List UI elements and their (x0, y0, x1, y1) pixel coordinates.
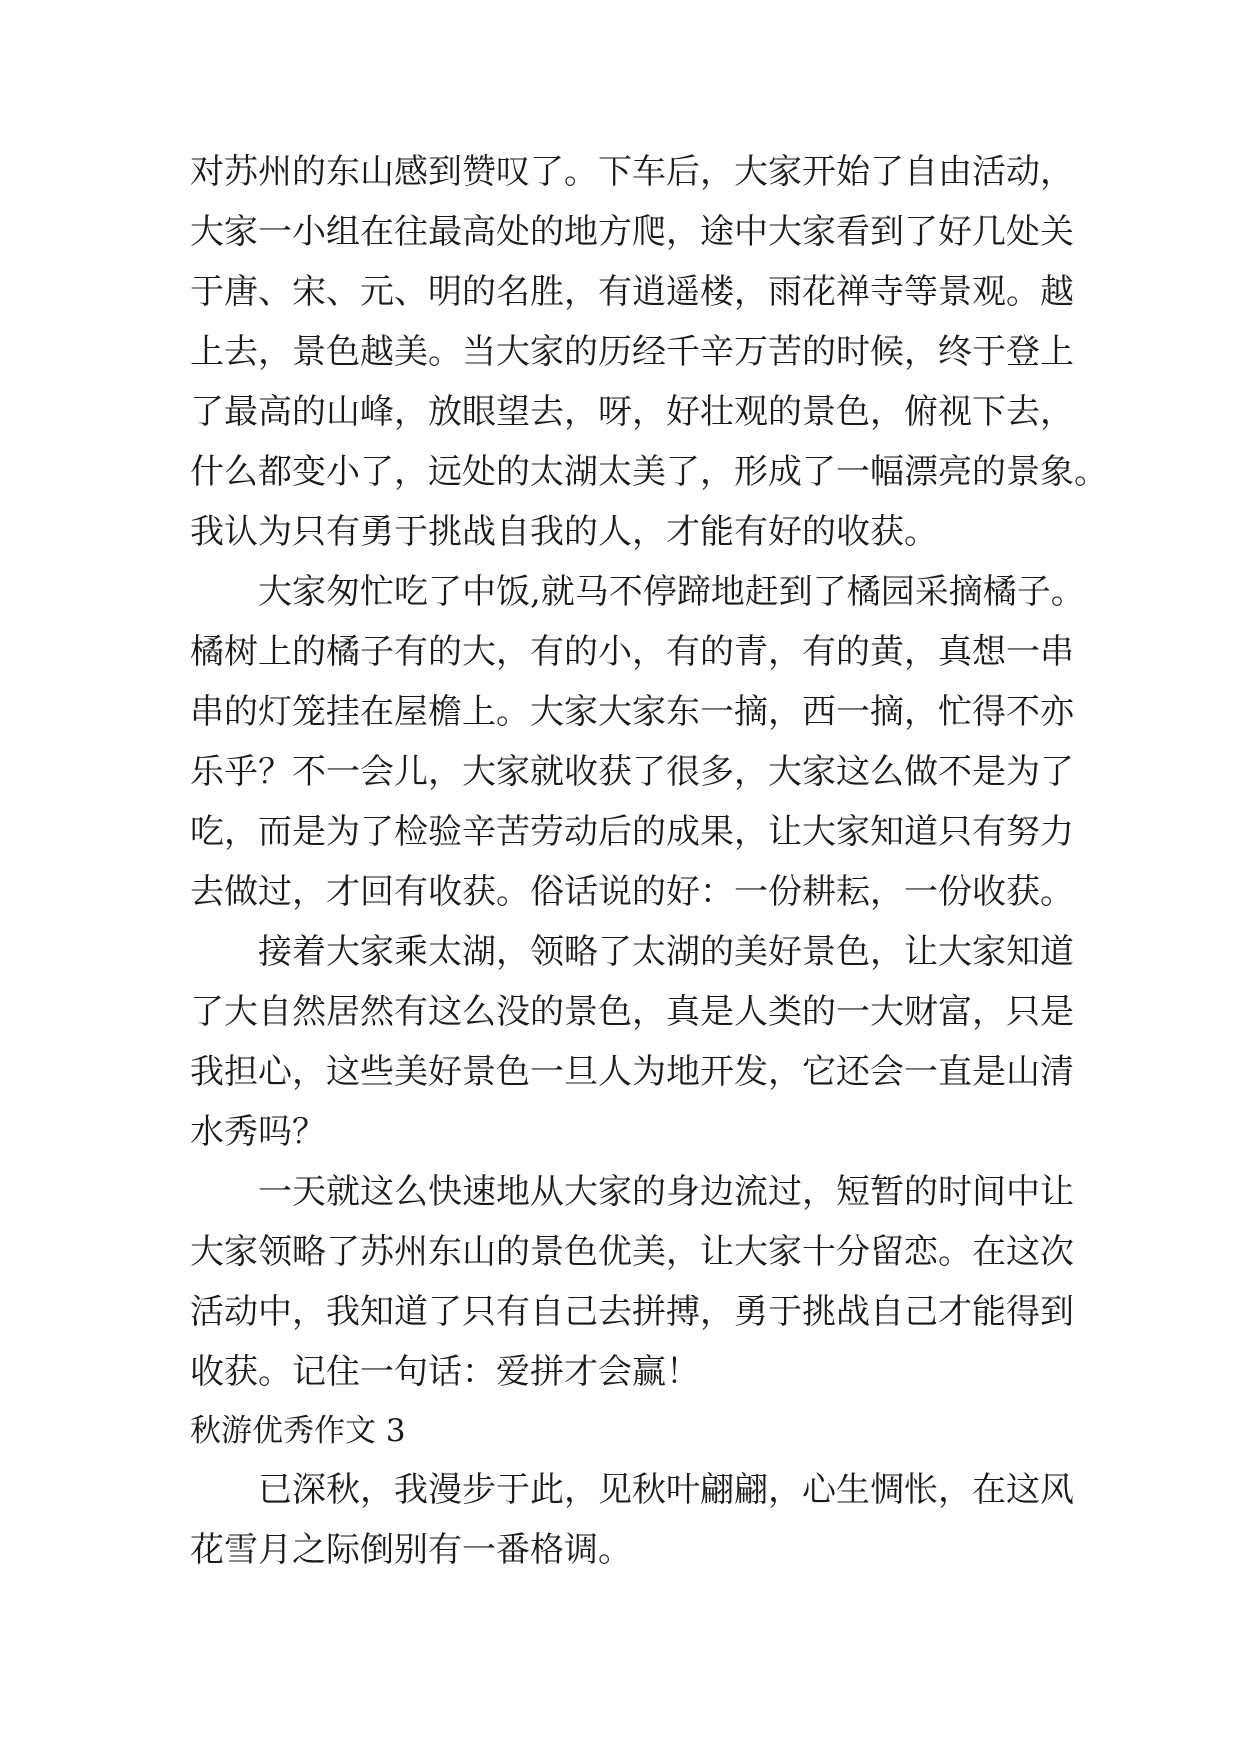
text-line: 什么都变小了，远处的太湖太美了，形成了一幅漂亮的景象。 (190, 452, 1108, 492)
text-line: 对苏州的东山感到赞叹了。下车后，大家开始了自由活动， (190, 152, 1074, 192)
text-line: 去做过，才回有收获。俗话说的好：一份耕耘，一份收获。 (190, 872, 1074, 912)
text-line: 收获。记住一句话：爱拼才会赢！ (190, 1352, 700, 1392)
text-line: 接着大家乘太湖，领略了太湖的美好景色，让大家知道 (258, 932, 1074, 972)
text-line: 花雪月之际倒别有一番格调。 (190, 1530, 632, 1570)
text-line: 我担心，这些美好景色一旦人为地开发，它还会一直是山清 (190, 1052, 1074, 1092)
text-line: 乐乎？不一会儿，大家就收获了很多，大家这么做不是为了 (190, 752, 1074, 792)
text-line: 水秀吗？ (190, 1112, 326, 1152)
text-line: 橘树上的橘子有的大，有的小，有的青，有的黄，真想一串 (190, 632, 1074, 672)
text-line: 了大自然居然有这么没的景色，真是人类的一大财富，只是 (190, 992, 1074, 1032)
text-line: 于唐、宋、元、明的名胜，有逍遥楼，雨花禅寺等景观。越 (190, 272, 1074, 312)
text-line: 已深秋，我漫步于此，见秋叶翩翩，心生惆怅，在这风 (258, 1470, 1074, 1510)
section-heading: 秋游优秀作文 3 (190, 1413, 406, 1449)
text-line: 吃，而是为了检验辛苦劳动后的成果，让大家知道只有努力 (190, 812, 1074, 852)
text-line: 大家领略了苏州东山的景色优美，让大家十分留恋。在这次 (190, 1232, 1074, 1272)
text-line: 了最高的山峰，放眼望去，呀，好壮观的景色，俯视下去， (190, 392, 1074, 432)
text-line: 上去，景色越美。当大家的历经千辛万苦的时候，终于登上 (190, 332, 1074, 372)
text-line: 一天就这么快速地从大家的身边流过，短暂的时间中让 (258, 1172, 1074, 1212)
text-line: 活动中，我知道了只有自己去拼搏，勇于挑战自己才能得到 (190, 1292, 1074, 1332)
text-line: 大家一小组在往最高处的地方爬，途中大家看到了好几处关 (190, 212, 1074, 252)
text-line: 串的灯笼挂在屋檐上。大家大家东一摘，西一摘，忙得不亦 (190, 692, 1074, 732)
text-line: 大家匆忙吃了中饭,就马不停蹄地赶到了橘园采摘橘子。 (258, 572, 1085, 612)
text-line: 我认为只有勇于挑战自我的人，才能有好的收获。 (190, 512, 938, 552)
